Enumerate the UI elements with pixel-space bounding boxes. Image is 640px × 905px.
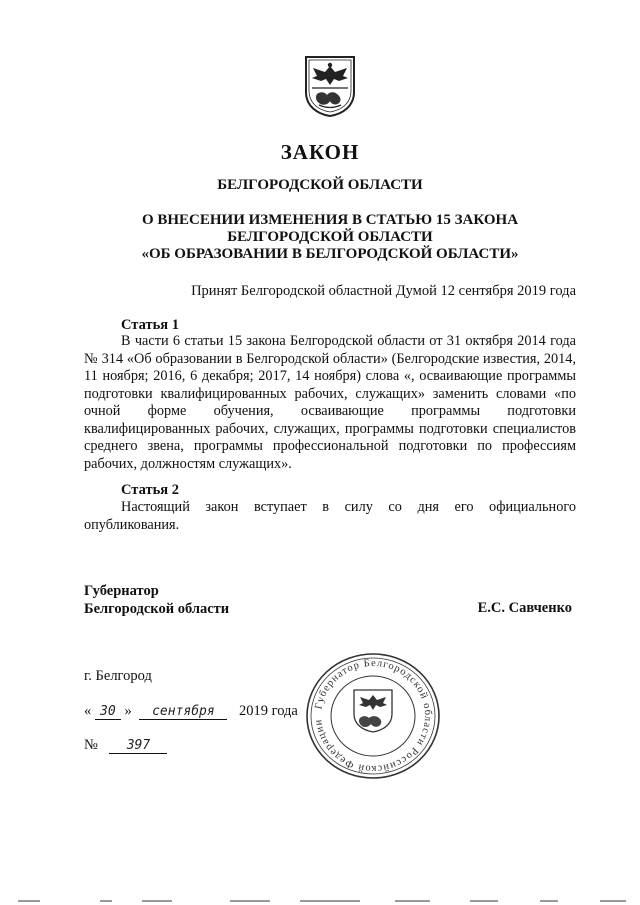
article-2-text: Настоящий закон вступает в силу со дня его официального опубликования.: [84, 499, 576, 533]
signatory-name: Е.С. Савченко: [477, 600, 572, 616]
law-name-line: «ОБ ОБРАЗОВАНИИ В БЕЛГОРОДСКОЙ ОБЛАСТИ»: [141, 246, 519, 262]
coat-of-arms-emblem: [303, 54, 357, 118]
signing-date: [84, 703, 298, 720]
law-name: [100, 212, 560, 263]
article-1-heading: Статья 1: [121, 317, 179, 333]
law-name-line: О ВНЕСЕНИИ ИЗМЕНЕНИЯ В СТАТЬЮ 15 ЗАКОНА: [141, 212, 519, 228]
law-name-line: БЕЛГОРОДСКОЙ ОБЛАСТИ: [227, 229, 433, 245]
signatory-title: [84, 582, 229, 618]
date-close-quote: »: [124, 703, 132, 719]
document-type-title: ЗАКОН: [280, 140, 360, 164]
date-open-quote: «: [84, 703, 92, 719]
article-1-text: В части 6 статьи 15 закона Белгородской области от 31 октября 2014 года № 314 «Об образовании в Белгородской области» (Белгородские известия, 2014, 11 ноября; 2016, 6 декабря; 2017, 14 ноября) слова «, осваивающие программы подготовки квалифицированных рабочих, служащих» заменить словами «по очной форме обучения, осваивающие программы подготовки квалифицированных рабочих, служащих, программы подготовки специалистов среднего звена, программы профессиональной подготовки по профессиям рабочих, должностям служащих».: [84, 333, 576, 472]
number-value: 397: [109, 738, 167, 754]
official-seal-stamp: [302, 650, 444, 782]
adoption-note: Принят Белгородской областной Думой 12 сентября 2019 года: [191, 283, 576, 299]
signatory-title-line: Белгородской области: [84, 601, 230, 617]
region-subtitle: БЕЛГОРОДСКОЙ ОБЛАСТИ: [217, 177, 423, 193]
article-2-heading: Статья 2: [121, 482, 179, 498]
date-year: 2019 года: [239, 703, 298, 719]
signatory-title-line: Губернатор: [84, 583, 159, 599]
number-label: №: [84, 737, 98, 753]
date-month: сентября: [139, 704, 227, 720]
seal-text: Губернатор Белгородской области Российской Федерации: [313, 657, 434, 775]
date-day: 30: [95, 704, 121, 720]
scan-edge-artifacts: [0, 896, 640, 905]
signing-place: г. Белгород: [84, 668, 152, 684]
law-number: [84, 737, 167, 754]
